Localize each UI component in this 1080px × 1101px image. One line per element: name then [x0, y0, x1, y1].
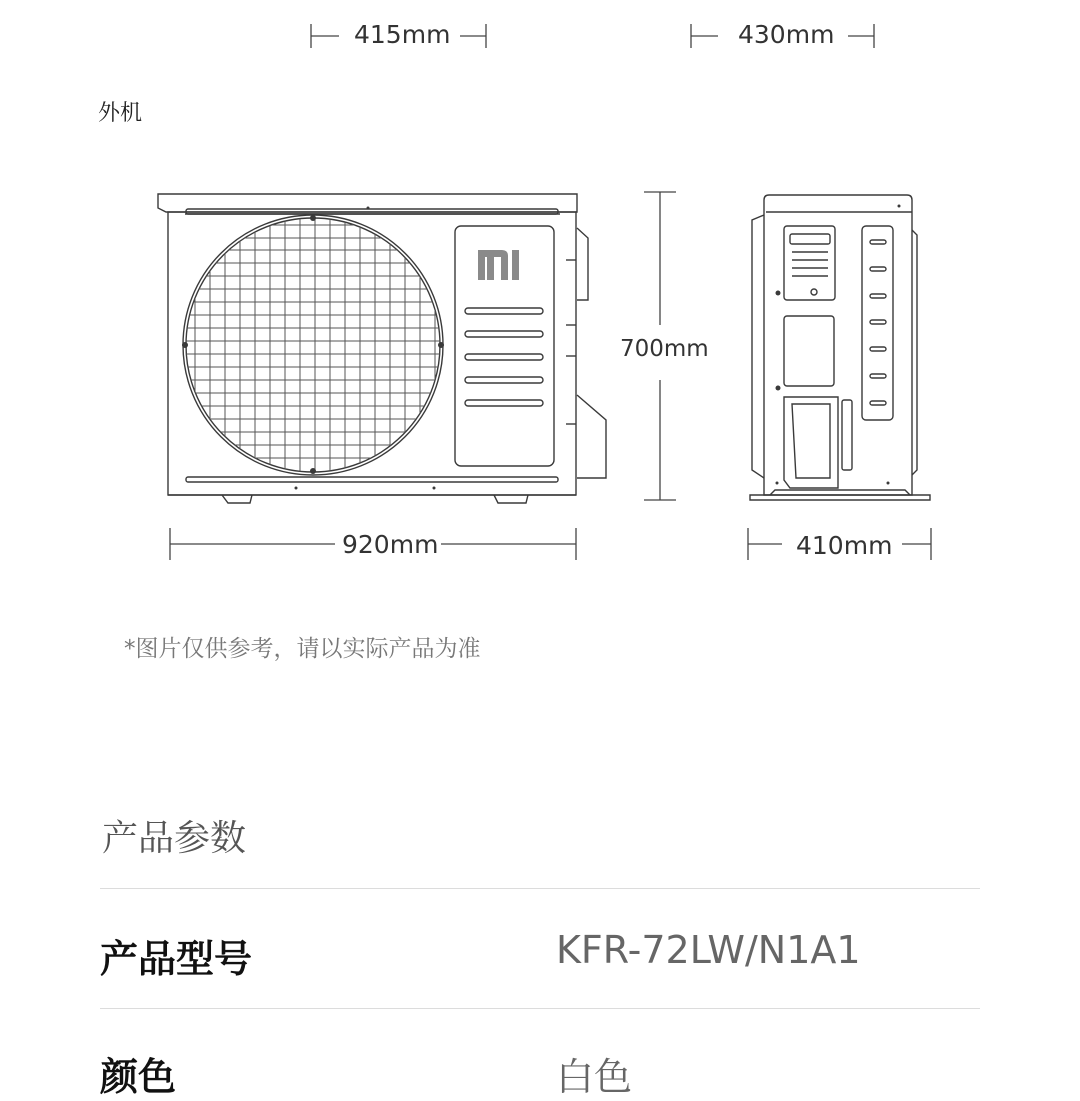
width-dimension-label: 920mm	[342, 530, 439, 559]
divider	[100, 888, 980, 889]
outdoor-unit-label: 外机	[98, 101, 143, 126]
divider	[100, 1008, 980, 1009]
top-left-dimension-label: 415mm	[354, 20, 451, 49]
image-disclaimer: *图片仅供参考，请以实际产品为准	[124, 636, 481, 662]
params-section-title: 产品参数	[102, 818, 247, 859]
param-value: KFR-72LW/N1A1	[556, 928, 861, 972]
param-key: 产品型号	[100, 937, 253, 981]
param-key: 颜色	[100, 1055, 177, 1099]
top-right-dimension-label: 430mm	[738, 20, 835, 49]
param-value: 白色	[556, 1055, 633, 1099]
depth-dimension-label: 410mm	[796, 531, 893, 560]
height-dimension-label: 700mm	[620, 336, 709, 362]
